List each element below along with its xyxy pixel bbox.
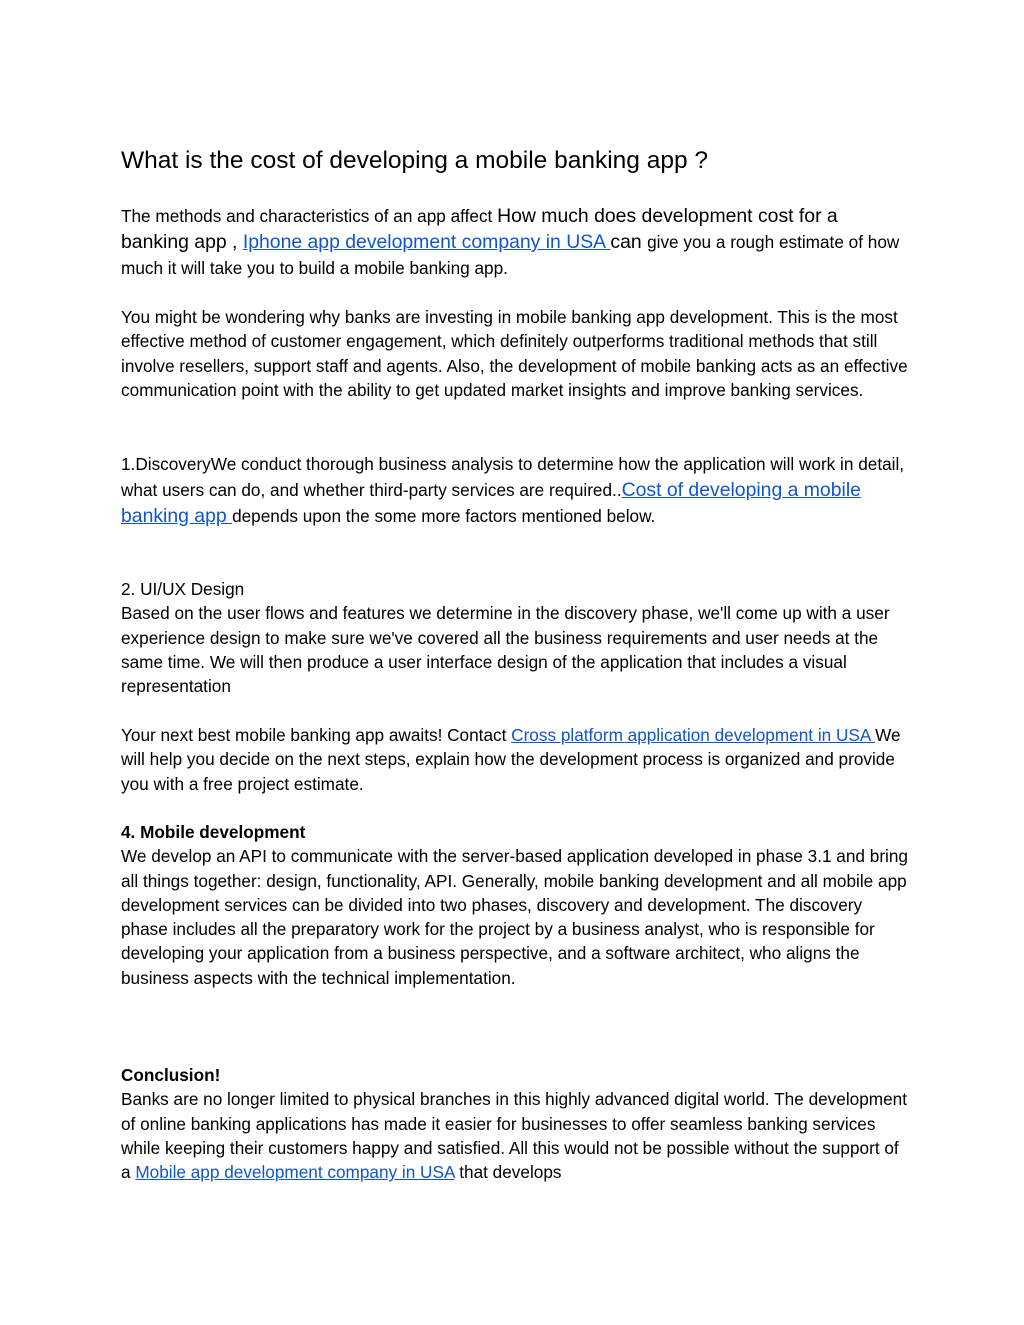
intro-can: can (610, 231, 648, 253)
intro-paragraph (121, 203, 911, 281)
conclusion-heading: Conclusion! (121, 1065, 221, 1085)
page-title: What is the cost of developing a mobile banking app ? (121, 147, 709, 174)
conclusion-text-end: that develops (454, 1162, 562, 1183)
intro-text-end: give you a rough estimate of how much it will take you to build a mobile banking app. (121, 232, 900, 278)
conclusion-text: Banks are no longer limited to physical branches in this highly advanced digital world. The development of online banking applications has made it easier for businesses to offer seamless banking services while keeping their customers happy and satisfied. All this would not be possible without the support of a (121, 1089, 907, 1183)
mobile-dev-company-link[interactable]: Mobile app development company in USA (135, 1162, 455, 1183)
intro-text: The methods and characteristics of an app affect (121, 206, 498, 226)
conclusion-section (121, 1063, 911, 1184)
why-banks-paragraph: You might be wondering why banks are investing in mobile banking app development. This is the most effective method of customer engagement, which definitely outperforms traditional methods that still involve resellers, support staff and agents. Also, the development of mobile banking acts as an effective communication point with the ability to get updated market insights and improve banking services. (121, 307, 908, 400)
contact-text: Your next best mobile banking app awaits! Contact (121, 725, 512, 745)
conclusion-body (121, 1087, 911, 1184)
discovery-paragraph (121, 451, 911, 529)
mobile-dev-body: We develop an API to communicate with the server-based application developed in phase 3.1 and bring all things together: design, functionality, API. Generally, mobile banking development and all mobile app development services can be divided into two phases, discovery and development. The discovery phase includes all the preparatory work for the project by a business analyst, who is responsible for developing your application from a business perspective, and a software architect, who aligns the business aspects with the technical implementation. (121, 846, 908, 988)
contact-paragraph (121, 723, 911, 796)
contact-text-end: We will help you decide on the next steps, explain how the development process is organized and provide you with a free project estimate. (121, 725, 901, 794)
mobile-dev-heading: 4. Mobile development (121, 822, 306, 842)
uiux-section (121, 577, 911, 698)
discovery-text: 1.DiscoveryWe conduct thorough business analysis to determine how the application will work in detail, what users can do, and whether third-party services are required.. (121, 454, 905, 500)
uiux-body: Based on the user flows and features we determine in the discovery phase, we'll come up with a user experience design to make sure we've covered all the business requirements and user needs at the same time. We will then produce a user interface design of the application that includes a visual representation (121, 603, 890, 697)
uiux-heading: 2. UI/UX Design (121, 579, 245, 599)
iphone-dev-link[interactable]: Iphone app development company in USA (242, 231, 611, 253)
cross-platform-link[interactable]: Cross platform application development in USA (511, 725, 876, 745)
intro-question: How much does development cost for a banking app , (121, 205, 838, 253)
discovery-text-end: depends upon the some more factors mentioned below. (232, 506, 656, 526)
cost-banking-app-link[interactable]: Cost of developing a mobile banking app (121, 479, 861, 527)
mobile-dev-section (121, 820, 911, 990)
